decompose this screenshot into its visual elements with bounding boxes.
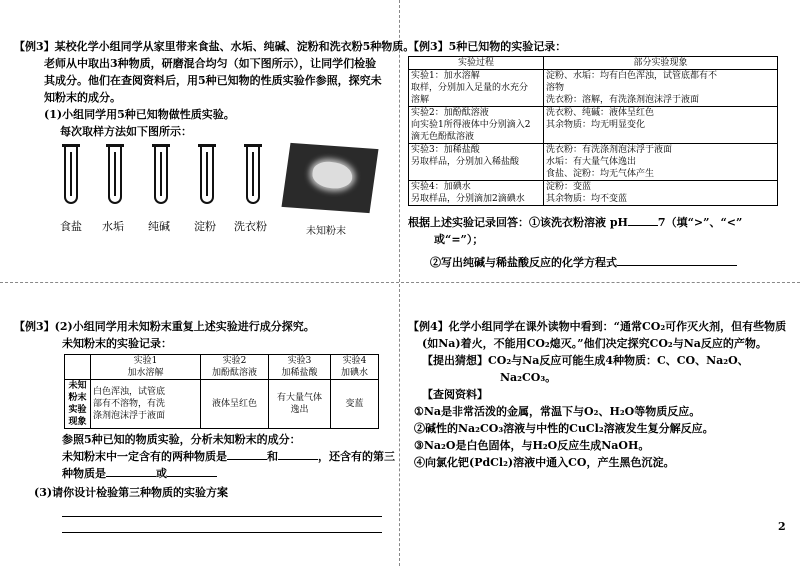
cell-line: 淀粉、水垢：均有白色浑浊，试管底都有不 [546,71,718,81]
answer-line[interactable] [62,517,382,533]
answer-blank[interactable] [617,265,737,266]
intro-line: (1)小组同学用5种已知物做性质实验。 [44,108,235,121]
row-label: 未知 粉末 实验 现象 [65,380,91,429]
answer-blank[interactable] [278,459,318,460]
answer-line[interactable] [62,501,382,517]
test-tube-icon [246,146,260,204]
test-tube-icon [154,146,168,204]
question-1: 根据上述实验记录回答：①该洗衣粉溶液 pH 7（填“>”、“<” [408,216,743,229]
cell-line: 水垢：有大量气体逸出 [546,157,637,167]
table-row: 未知 粉末 实验 现象 白色浑浊，试管底 部有不溶物，有洗 涤剂泡沫浮于液面 液体呈红色 有大量气体 逸出 变蓝 [65,380,379,429]
cell-line: 取样，分别加入足量的水充分 [411,83,529,93]
horizontal-divider [0,282,800,283]
references-heading: 【查阅资料】 [422,388,488,401]
example4-line: (如Na)着火，不能用CO₂熄灭。”他们决定探究CO₂与Na反应的产物。 [422,337,767,350]
hypothesis-line: Na₂CO₃。 [500,371,557,384]
example4-line: 【例4】化学小组同学在课外读物中看到：“通常CO₂可作灭火剂，但有些物质 [408,320,787,333]
table-row [409,144,778,181]
panel-known-records [408,38,788,271]
answer-blank[interactable] [106,476,156,477]
answer-blank[interactable] [167,476,217,477]
cell-line: 其余物质：均不变蓝 [546,194,628,204]
cell-line: 另取样品，分别滴加2滴碘水 [411,194,525,204]
unknown-records-table [64,354,379,429]
panel-title: 【例3】5种已知物的实验记录： [408,40,567,53]
table-header: 实验1 加水溶解 [91,355,201,380]
tube-label: 淀粉 [194,220,216,233]
table-caption: 未知粉末的实验记录： [62,337,172,350]
analysis-fill-2: 种物质是 或 [14,465,392,482]
question-1-cont: 或“=”）； [434,233,484,246]
table-row [409,107,778,144]
table-row [409,70,778,107]
powder-label: 未知粉末 [306,226,346,237]
cell-line: 其余物质：均无明显变化 [546,120,646,130]
cell-line: 洗衣粉：有洗涤剂泡沫浮于液面 [546,145,673,155]
answer-blank[interactable] [227,459,267,460]
intro-line: 老师从中取出3种物质，研磨混合均匀（如下图所示），让同学们检验 [44,57,377,70]
reference-fact: ④向氯化钯(PdCl₂)溶液中通入CO，产生黑色沉淀。 [414,456,675,469]
cell-line: 实验3：加稀盐酸 [411,145,480,155]
intro-line: 每次取样方法如下图所示： [60,125,192,138]
reference-fact: ②碱性的Na₂CO₃溶液与中性的CuCl₂溶液发生复分解反应。 [414,422,714,435]
table-header: 部分实验现象 [544,57,778,70]
cell-line: 向实验1所得液体中分别滴入2 [411,120,531,130]
table-header: 实验2 加酚酞溶液 [201,355,269,380]
test-tube-icon [108,146,122,204]
unknown-powder-image [282,143,379,213]
panel-example3-intro [14,38,415,246]
cell-line: 滴无色酚酞溶液 [411,132,475,142]
reference-fact: ①Na是非常活泼的金属，常温下与O₂、H₂O等物质反应。 [414,405,701,418]
test-tube-icon [64,146,78,204]
known-records-table [408,56,778,206]
test-tube-icon [200,146,214,204]
cell-line: 淀粉：变蓝 [546,182,592,192]
table-header: 实验4 加碘水 [331,355,379,380]
panel-unknown-powder [14,318,395,533]
vertical-divider [399,0,400,566]
table-row [409,181,778,206]
table-header-row [409,57,778,70]
table-header: 实验3 加稀盐酸 [269,355,331,380]
cell-line: 另取样品，分别加入稀盐酸 [411,157,520,167]
tube-label: 洗衣粉 [234,220,267,233]
cell-line: 实验1：加水溶解 [411,71,480,81]
intro-line: 【例3】某校化学小组同学从家里带来食盐、水垢、纯碱、淀粉和洗衣粉5种物质。 [14,40,415,53]
cell-line: 实验4：加碘水 [411,182,471,192]
table-header-row [65,355,379,380]
analysis-line: 参照5种已知的物质实验，分析未知粉末的成分： [62,433,301,446]
question-3: (3)请你设计检验第三种物质的实验方案 [34,486,229,499]
table-header: 实验过程 [409,57,544,70]
analysis-fill-1: 未知粉末中一定含有的两种物质是 和 ，还含有的第三 [62,450,395,463]
intro-line: 其成分。他们在查阅资料后，用5种已知物的性质实验作参照，探究未 [44,74,382,87]
intro-line: 知粉末的成分。 [44,91,121,104]
tube-label: 纯碱 [148,220,170,233]
cell-line: 食盐、淀粉：均无气体产生 [546,169,655,179]
panel-title: 【例3】(2)小组同学用未知粉末重复上述实验进行成分探究。 [14,320,315,333]
reference-fact: ③Na₂O是白色固体，与H₂O反应生成NaOH。 [414,439,650,452]
question-2: ②写出纯碱与稀盐酸反应的化学方程式 [408,254,788,271]
hypothesis-line: 【提出猜想】CO₂与Na反应可能生成4种物质：C、CO、Na₂O、 [422,354,749,367]
cell-line: 溶解 [411,95,430,105]
cell-line: 溶物 [546,83,565,93]
sample-figure [14,146,392,246]
panel-example4 [408,318,788,471]
cell-line: 实验2：加酚酞溶液 [411,108,489,118]
answer-blank[interactable] [628,225,658,226]
tube-label: 水垢 [102,220,124,233]
cell-line: 洗衣粉：溶解，有洗涤剂泡沫浮于液面 [546,95,700,105]
cell-line: 洗衣粉、纯碱：液体呈红色 [546,108,655,118]
tube-label: 食盐 [60,220,82,233]
page-number: 2 [778,520,786,533]
